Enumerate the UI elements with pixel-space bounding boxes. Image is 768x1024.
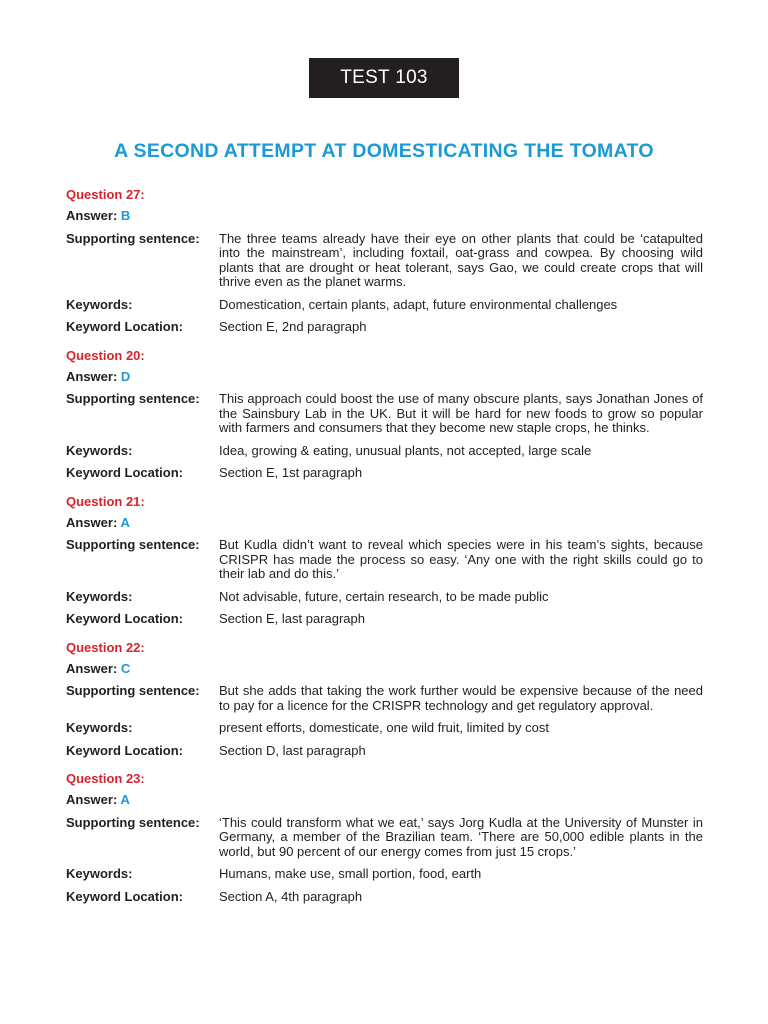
supporting-label: Supporting sentence: (66, 391, 200, 406)
answer-row (66, 370, 706, 385)
location-label: Keyword Location: (66, 465, 184, 480)
question-heading: Question 20: (66, 347, 145, 363)
supporting-row (66, 684, 706, 713)
question-block (66, 770, 706, 904)
answer-letter: B (120, 208, 131, 223)
question-heading: Question 23: (66, 771, 145, 786)
supporting-sentence: ‘This could transform what we eat,’ says Jorg Kudla at the University of Munster in Germany, a member of the Brazilian team. ‘There are 50,000 edible plants in the world, but 90 percent of our energy comes from just 15 crops.’ (219, 814, 703, 859)
keywords-value: Idea, growing & eating, unusual plants, not accepted, large scale (219, 442, 592, 458)
answer-letter: A (120, 514, 130, 530)
page-title: A SECOND ATTEMPT AT DOMESTICATING THE TOMATO (114, 140, 654, 162)
supporting-row (66, 232, 706, 290)
question-heading: Question 21: (66, 493, 145, 509)
keywords-label: Keywords: (66, 296, 133, 312)
location-row (66, 612, 706, 627)
keywords-value: Not advisable, future, certain research, to be made public (219, 588, 549, 604)
location-row (66, 890, 706, 905)
answer-label-text: Answer: (66, 514, 118, 530)
answer-label-text: Answer: (66, 792, 118, 807)
keywords-row (66, 444, 706, 459)
keywords-label: Keywords: (66, 720, 133, 735)
supporting-label: Supporting sentence: (66, 814, 200, 830)
answer-letter: C (120, 660, 131, 676)
supporting-label: Supporting sentence: (66, 683, 200, 698)
location-label: Keyword Location: (66, 888, 184, 904)
answer-key (66, 186, 706, 916)
question-block (66, 347, 706, 481)
answer-label (66, 209, 219, 224)
question-block (66, 639, 706, 759)
location-row (66, 320, 706, 335)
keywords-row (66, 298, 706, 313)
location-label: Keyword Location: (66, 742, 184, 758)
question-block (66, 186, 706, 335)
location-value: Section E, 2nd paragraph (219, 319, 367, 334)
question-heading: Question 27: (66, 187, 145, 202)
answer-label (66, 370, 219, 385)
keywords-value: Domestication, certain plants, adapt, future environmental challenges (219, 296, 618, 312)
location-row (66, 466, 706, 481)
location-row (66, 744, 706, 759)
answer-label (66, 793, 219, 808)
keywords-row (66, 721, 706, 736)
answer-label-text: Answer: (66, 368, 118, 384)
answer-label (66, 516, 219, 531)
keywords-value: Humans, make use, small portion, food, earth (219, 866, 482, 881)
answer-label-text: Answer: (66, 208, 118, 223)
question-heading: Question 22: (66, 639, 145, 655)
keywords-label: Keywords: (66, 588, 133, 604)
question-block (66, 493, 706, 627)
answer-row (66, 793, 706, 808)
supporting-sentence: But she adds that taking the work further would be expensive because of the need to pay for a licence for the CRISPR technology and get regulatory approval. (219, 683, 703, 713)
supporting-row (66, 816, 706, 860)
supporting-sentence: But Kudla didn’t want to reveal which species were in his team’s sights, because CRISPR has made the process so easy. ‘Any one with the right skills could go to their lab and do this.’ (219, 537, 703, 581)
supporting-label: Supporting sentence: (66, 230, 200, 246)
supporting-label: Supporting sentence: (66, 537, 200, 552)
answer-row (66, 516, 706, 531)
answer-label (66, 662, 219, 677)
test-number-badge: TEST 103 (309, 58, 459, 98)
location-label: Keyword Location: (66, 611, 184, 626)
supporting-sentence: The three teams already have their eye on other plants that could be ‘catapulted into the mainstream’, including foxtail, oat-grass and cowpea. By choosing wild plants that are drought or heat tolerant, says Gao, we could create crops that will thrive even as the planet warms. (219, 230, 703, 289)
answer-row (66, 209, 706, 224)
answer-letter: A (120, 792, 130, 807)
location-value: Section E, 1st paragraph (219, 465, 363, 480)
location-value: Section E, last paragraph (219, 611, 365, 626)
keywords-label: Keywords: (66, 866, 133, 881)
location-value: Section A, 4th paragraph (219, 888, 363, 904)
supporting-row (66, 538, 706, 582)
keywords-row (66, 867, 706, 882)
location-label: Keyword Location: (66, 319, 184, 334)
keywords-label: Keywords: (66, 442, 133, 458)
keywords-row (66, 590, 706, 605)
keywords-value: present efforts, domesticate, one wild fruit, limited by cost (219, 720, 549, 735)
answer-letter: D (120, 368, 131, 384)
supporting-sentence: This approach could boost the use of many obscure plants, says Jonathan Jones of the Sainsbury Lab in the UK. But it will be hard for new foods to grow so popular with farmers and consumers that they become new staple crops, he thinks. (219, 391, 703, 435)
answer-label-text: Answer: (66, 660, 118, 676)
supporting-row (66, 392, 706, 436)
location-value: Section D, last paragraph (219, 742, 366, 758)
answer-row (66, 662, 706, 677)
